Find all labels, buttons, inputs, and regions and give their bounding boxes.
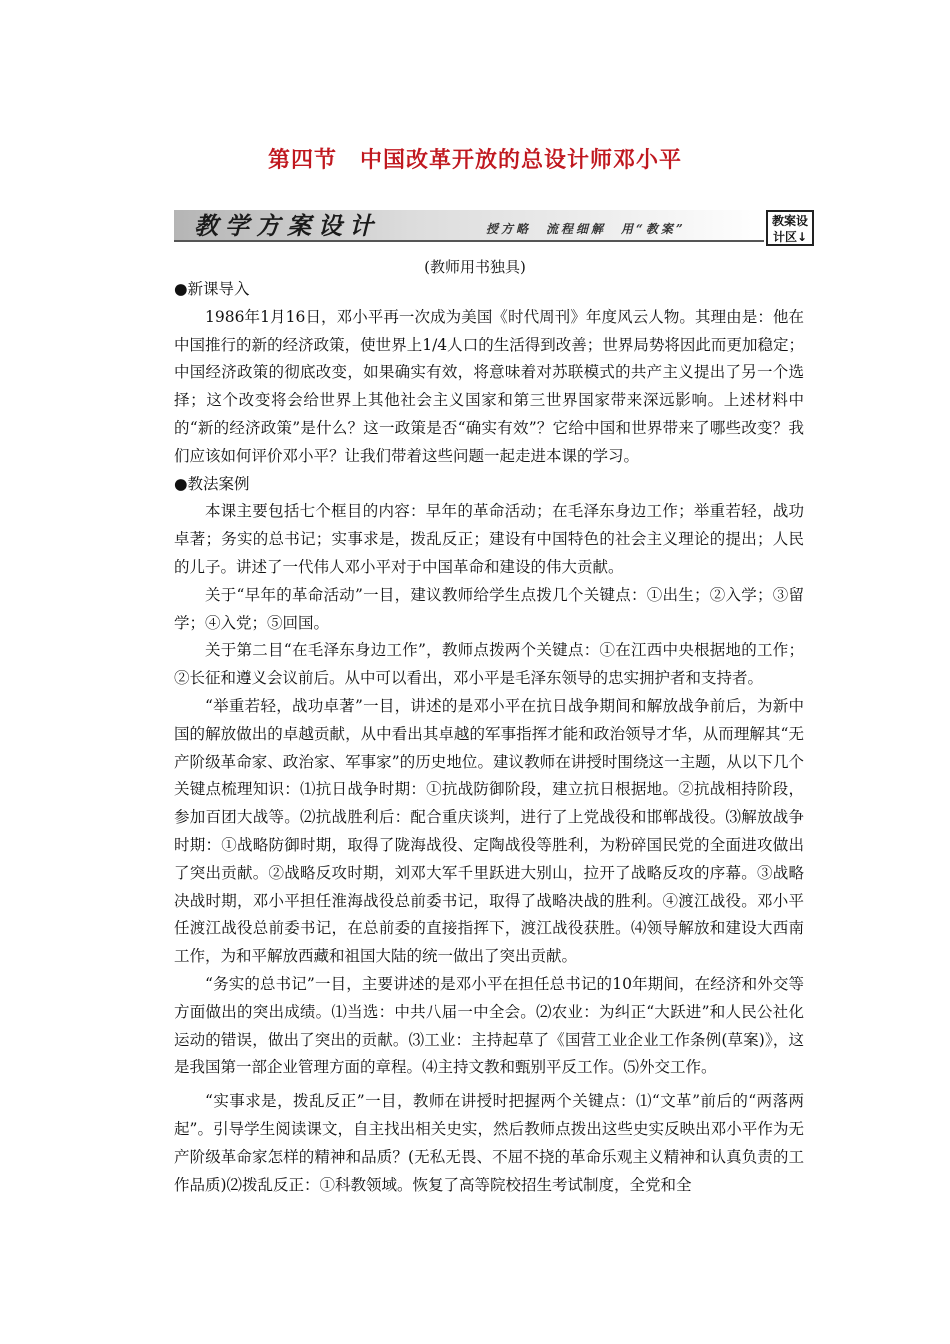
methods-paragraph-military: “举重若轻，战功卓著”一目，讲述的是邓小平在抗日战争期间和解放战争前后，为新中国的解放做出的卓越贡献，从中看出其卓越的军事指挥才能和政治领导才华，从而理解其“无产阶级革命家、政治家、军事家”的历史地位。建议教师在讲授时围绕这一主题，从以下几个关键点梳理知识：⑴抗日战争时期：①抗战防御阶段，建立抗日根据地。②抗战相持阶段，参加百团大战等。⑵抗战胜利后：配合重庆谈判，进行了上党战役和邯郸战役。⑶解放战争时期：①战略防御时期，取得了陇海战役、定陶战役等胜利，为粉碎国民党的全面进攻做出了突出贡献。②战略反攻时期，刘邓大军千里跃进大别山，拉开了战略反攻的序幕。③战略决战时期，邓小平担任淮海战役总前委书记，取得了战略决战的胜利。④渡江战役。邓小平任渡江战役总前委书记，在总前委的直接指挥下，渡江战役获胜。⑷领导解放和建设大西南工作，为和平解放西藏和祖国大陆的统一做出了突出贡献。 bbox=[174, 696, 804, 966]
badge-line-2: 计区↓ bbox=[772, 230, 808, 244]
methods-paragraph-general-secretary: “务实的总书记”一目，主要讲述的是邓小平在担任总书记的10年期间，在经济和外交等方面做出的突出成绩。⑴当选：中共八届一中全会。⑵农业：为纠正“大跃进”和人民公社化运动的错误，做出了突出的贡献。⑶工业：主持起草了《国营工业企业工作条例(草案)》，这是我国第一部企业管理方面的章程。⑷主持文教和甄别平反工作。⑸外交工作。 bbox=[174, 974, 804, 1077]
design-area-badge bbox=[766, 210, 814, 246]
methods-paragraph-early-revolution: 关于“早年的革命活动”一目，建议教师给学生点拨几个关键点：①出生；②入学；③留学；④入党；⑤回国。 bbox=[174, 585, 804, 632]
teaching-plan-banner bbox=[174, 210, 808, 248]
teacher-only-note: (教师用书独具) bbox=[424, 258, 526, 276]
banner-heading: 教学方案设计 bbox=[194, 211, 380, 240]
section-heading-intro: ●新课导入 bbox=[174, 280, 250, 298]
banner-slogan: 授方略 流程细解 用“教案” bbox=[486, 222, 686, 236]
methods-paragraph-overview: 本课主要包括七个框目的内容：早年的革命活动；在毛泽东身边工作；举重若轻，战功卓著；务实的总书记；实事求是，拨乱反正；建设有中国特色的社会主义理论的提出；人民的儿子。讲述了一代伟人邓小平对于中国革命和建设的伟大贡献。 bbox=[174, 502, 804, 576]
intro-paragraph: 1986年1月16日，邓小平再一次成为美国《时代周刊》年度风云人物。其理由是：他在中国推行的新的经济政策，使世界上1/4人口的生活得到改善；世界局势将因此而更加稳定；中国经济政策的彻底改变，如果确实有效，将意味着对苏联模式的共产主义提出了另一个选择；这个改变将会给世界上其他社会主义国家和第三世界国家带来深远影响。上述材料中的“新的经济政策”是什么？这一政策是否“确实有效”？它给中国和世界带来了哪些改变？我们应该如何评价邓小平？让我们带着这些问题一起走进本课的学习。 bbox=[174, 307, 804, 465]
page-title: 第四节 中国改革开放的总设计师邓小平 bbox=[267, 148, 682, 173]
section-heading-methods: ●教法案例 bbox=[174, 474, 250, 493]
badge-line-1: 教案设 bbox=[771, 214, 808, 228]
methods-paragraph-seek-truth: “实事求是，拨乱反正”一目，教师在讲授时把握两个关键点：⑴“文革”前后的“两落两起”。引导学生阅读课文，自主找出相关史实，然后教师点拨出这些史实反映出邓小平作为无产阶级革命家怎样的精神和品质？(无私无畏、不屈不挠的革命乐观主义精神和认真负责的工作品质)⑵拨乱反正：①科教领域。恢复了高等院校招生考试制度，全党和全 bbox=[174, 1092, 804, 1194]
methods-paragraph-with-mao: 关于第二目“在毛泽东身边工作”，教师点拨两个关键点：①在江西中央根据地的工作；②长征和遵义会议前后。从中可以看出，邓小平是毛泽东领导的忠实拥护者和支持者。 bbox=[174, 641, 804, 688]
document-body bbox=[174, 276, 804, 1199]
